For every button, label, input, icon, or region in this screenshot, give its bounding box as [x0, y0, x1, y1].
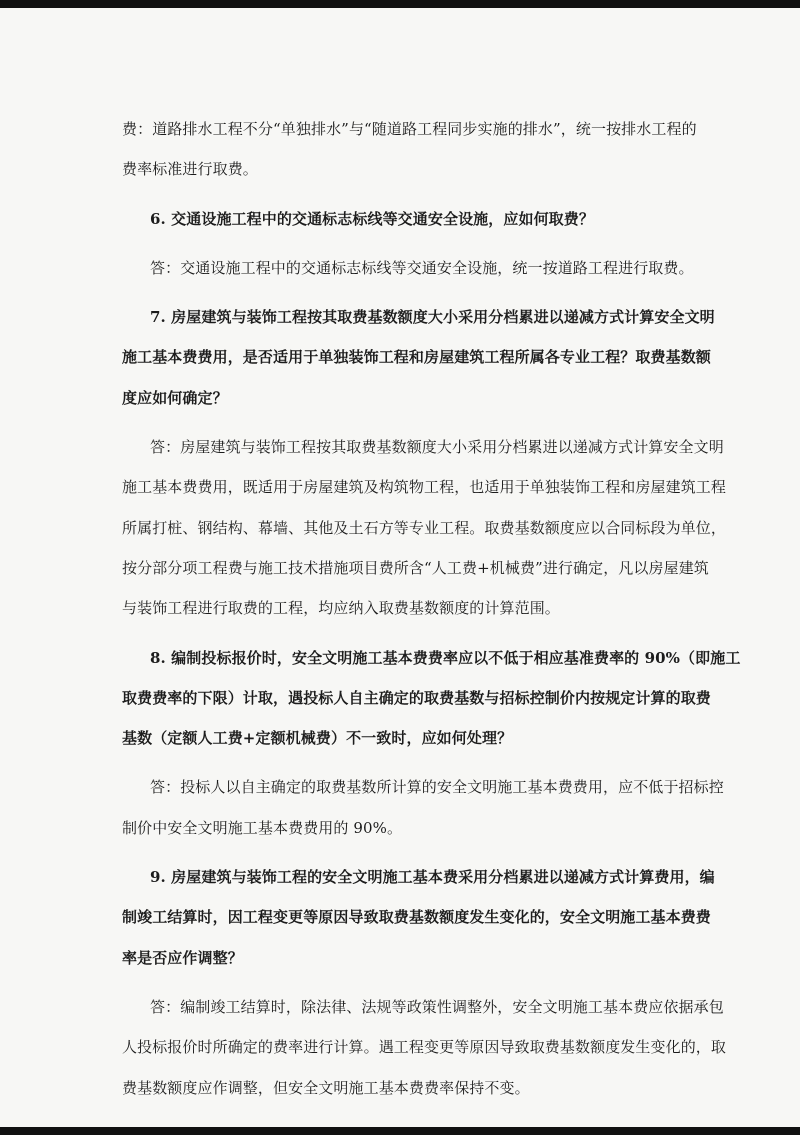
- text-line: 费率标准进行取费。: [122, 160, 258, 179]
- text-line: 答：交通设施工程中的交通标志标线等交通安全设施，统一按道路工程进行取费。: [150, 258, 694, 277]
- question-8: [122, 638, 741, 759]
- text-line: 费：道路排水工程不分“单独排水”与“随道路工程同步实施的排水”，统一按排水工程的: [122, 120, 697, 138]
- text-line: 按分部分项工程费与施工技术措施项目费所含“人工费+机械费”进行确定，凡以房屋建筑: [122, 558, 709, 577]
- text-line: 制价中安全文明施工基本费费用的 90%。: [122, 818, 403, 837]
- answer-8: [122, 767, 724, 848]
- text-line: 施工基本费费用，是否适用于单独装饰工程和房屋建筑工程所属各专业工程？取费基数额: [122, 348, 711, 367]
- text-line: 7. 房屋建筑与装饰工程按其取费基数额度大小采用分档累进以递减方式计算安全文明: [150, 308, 715, 327]
- answer-5-continuation: [122, 109, 704, 190]
- text-line: 取费费率的下限）计取，遇投标人自主确定的取费基数与招标控制价内按规定计算的取费: [122, 688, 711, 707]
- text-line: 制竣工结算时，因工程变更等原因导致取费基数额度发生变化的，安全文明施工基本费费: [122, 908, 711, 927]
- text-line: 率是否应作调整？: [122, 948, 243, 967]
- text-line: 答：编制竣工结算时，除法律、法规等政策性调整外，安全文明施工基本费应依据承包: [150, 997, 724, 1016]
- answer-9: [122, 987, 727, 1108]
- text-line: 8. 编制投标报价时，安全文明施工基本费费率应以不低于相应基准费率的 90%（即施工: [150, 648, 741, 667]
- text-line: 所属打桩、钢结构、幕墙、其他及土石方等专业工程。取费基数额度应以合同标段为单位，: [122, 518, 727, 537]
- text-line: 与装饰工程进行取费的工程，均应纳入取费基数额度的计算范围。: [122, 599, 560, 618]
- text-line: 6. 交通设施工程中的交通标志标线等交通安全设施，应如何取费？: [150, 209, 594, 228]
- text-line: 答：投标人以自主确定的取费基数所计算的安全文明施工基本费费用，应不低于招标控: [150, 778, 724, 797]
- text-line: 答：房屋建筑与装饰工程按其取费基数额度大小采用分档累进以递减方式计算安全文明: [150, 438, 724, 457]
- text-line: 度应如何确定？: [122, 388, 228, 407]
- text-line: 施工基本费费用，既适用于房屋建筑及构筑物工程，也适用于单独装饰工程和房屋建筑工程: [122, 478, 727, 497]
- question-9: [122, 857, 715, 978]
- text-line: 9. 房屋建筑与装饰工程的安全文明施工基本费采用分档累进以递减方式计算费用，编: [150, 868, 715, 887]
- answer-6: [122, 248, 704, 288]
- answer-7: [122, 427, 727, 628]
- text-line: 基数（定额人工费+定额机械费）不一致时，应如何处理？: [122, 729, 513, 748]
- question-6: [122, 199, 704, 239]
- question-7: [122, 297, 715, 418]
- text-line: 人投标报价时所确定的费率进行计算。遇工程变更等原因导致取费基数额度发生变化的，取: [122, 1038, 727, 1057]
- text-line: 费基数额度应作调整，但安全文明施工基本费费率保持不变。: [122, 1078, 530, 1097]
